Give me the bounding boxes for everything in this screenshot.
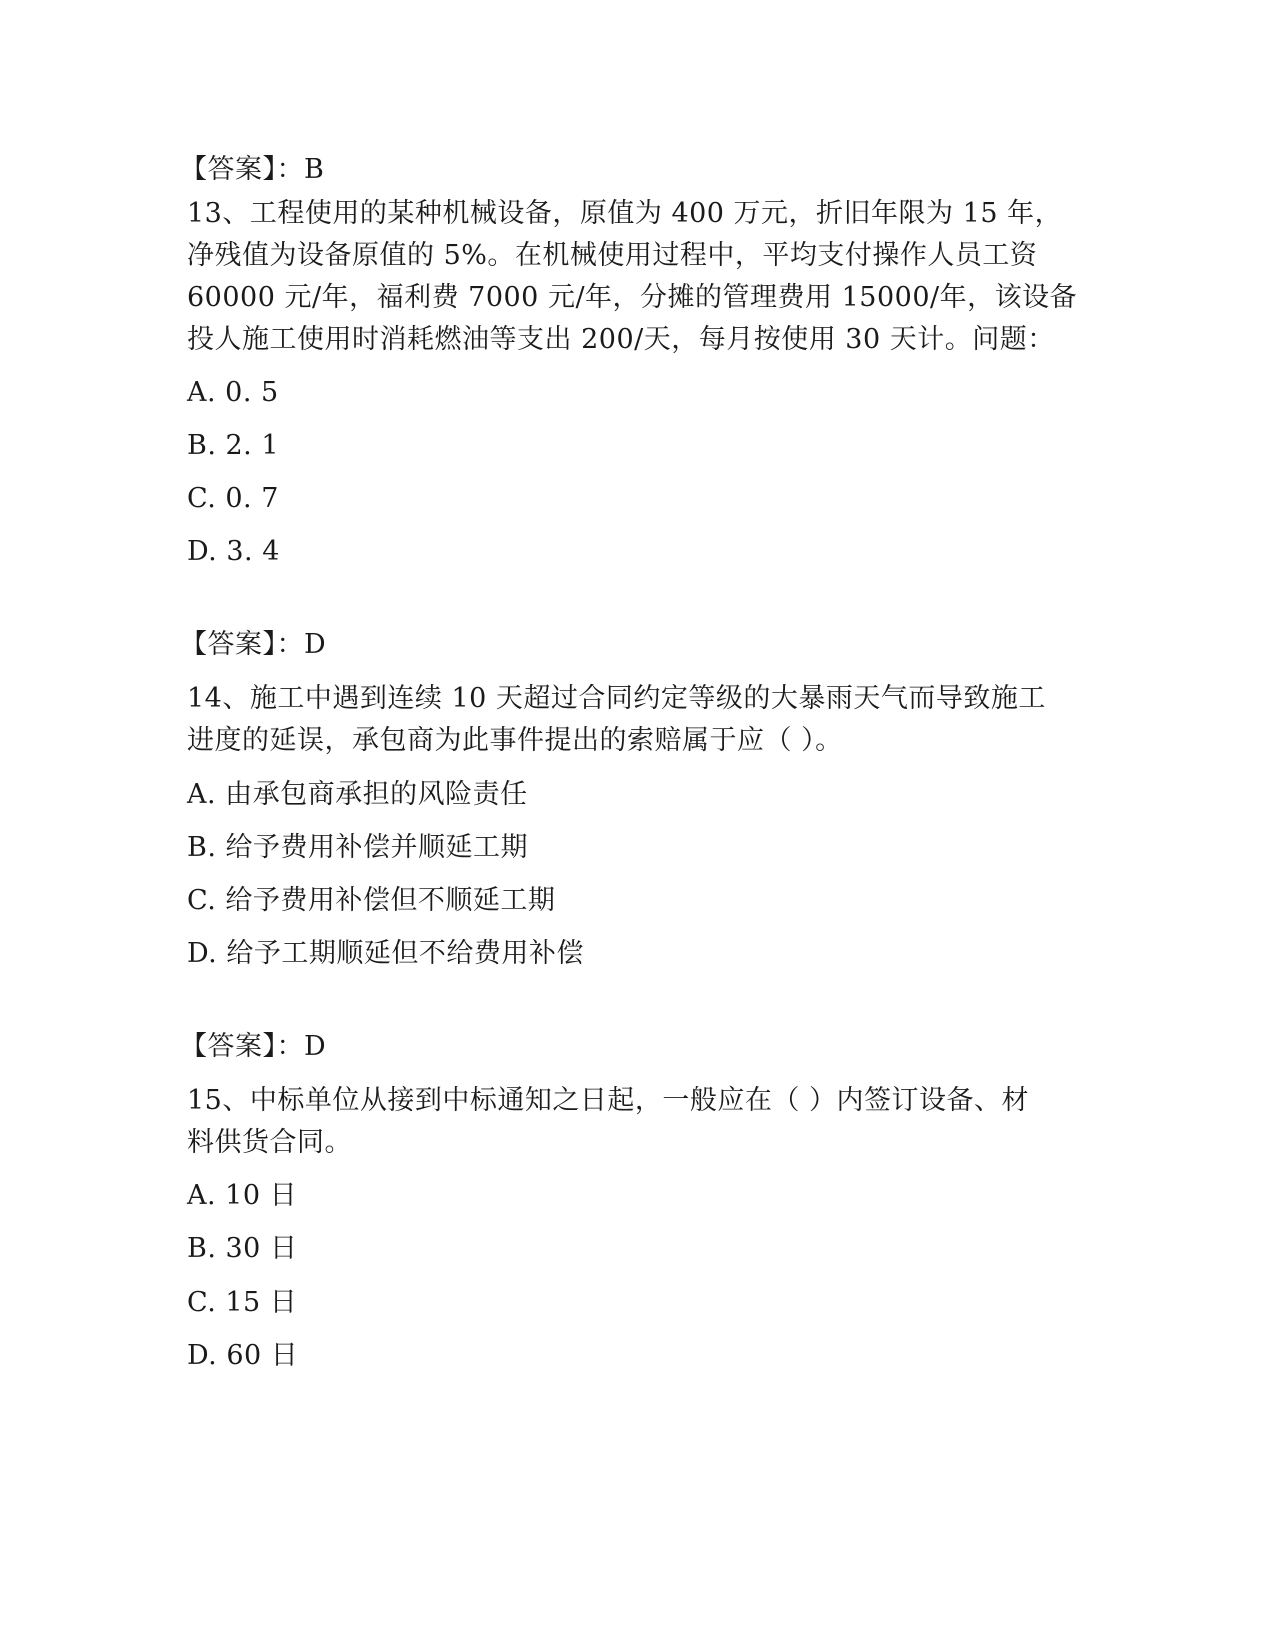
- question-13-line-2: 净残值为设备原值的 5%。在机械使用过程中，平均支付操作人员工资: [187, 240, 1038, 271]
- question-14-option-c: C. 给予费用补偿但不顺延工期: [187, 885, 556, 916]
- question-13-line-3: 60000 元/年，福利费 7000 元/年，分摊的管理费用 15000/年，该设备: [187, 282, 1078, 313]
- question-14-option-a: A. 由承包商承担的风险责任: [187, 779, 528, 810]
- question-13-option-d: D. 3. 4: [187, 536, 280, 567]
- question-13-option-a: A. 0. 5: [187, 377, 279, 408]
- question-15-line-1: 15、中标单位从接到中标通知之日起，一般应在（ ）内签订设备、材: [187, 1085, 1029, 1116]
- answer-12: 【答案】：B: [180, 154, 325, 185]
- question-13-line-4: 投人施工使用时消耗燃油等支出 200/天，每月按使用 30 天计。问题：: [187, 324, 1055, 355]
- question-13-option-b: B. 2. 1: [187, 430, 280, 461]
- question-14-option-d: D. 给予工期顺延但不给费用补偿: [187, 938, 584, 969]
- question-14-line-2: 进度的延误，承包商为此事件提出的索赔属于应（ ）。: [187, 725, 843, 756]
- question-15-option-a: A. 10 日: [187, 1180, 298, 1211]
- question-15-line-2: 料供货合同。: [187, 1127, 352, 1158]
- answer-14: 【答案】：D: [180, 1031, 327, 1062]
- question-14-option-b: B. 给予费用补偿并顺延工期: [187, 832, 529, 863]
- question-14-line-1: 14、施工中遇到连续 10 天超过合同约定等级的大暴雨天气而导致施工: [187, 683, 1046, 714]
- answer-13: 【答案】：D: [180, 629, 327, 660]
- question-13-line-1: 13、工程使用的某种机械设备，原值为 400 万元，折旧年限为 15 年，: [187, 198, 1063, 229]
- question-15-option-d: D. 60 日: [187, 1340, 299, 1371]
- question-13-option-c: C. 0. 7: [187, 483, 279, 514]
- question-15-option-b: B. 30 日: [187, 1233, 298, 1264]
- question-15-option-c: C. 15 日: [187, 1287, 298, 1318]
